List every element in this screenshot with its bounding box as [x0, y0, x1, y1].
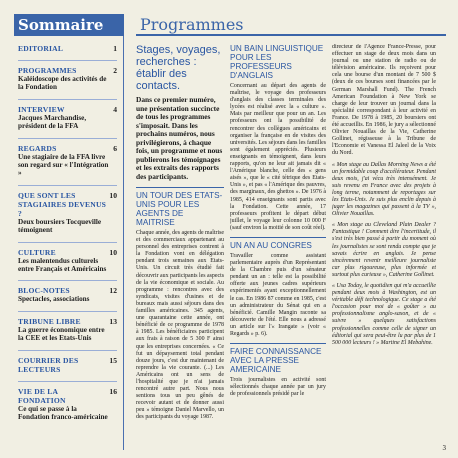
toc-divider	[18, 350, 117, 351]
quote-gollinet: « Mon stage au Cleveland Plain Dealer ? Fantastique ! Comment dire l'incertitude, il s'est très bien passé à partir du moment où les journalistes se sont rendu compte que je savais écrire en anglais. Je pense sincèrement revenir meilleure journaliste car plus rigoureuse, plus informée et surtout plus curieuse », Catherine Gollinet.	[332, 222, 436, 278]
article-4-body: Trois journalistes en activité sont sélectionnés chaque année par un jury de professionnels présidé par le	[230, 377, 326, 398]
programmes-header	[136, 14, 446, 36]
toc-entry[interactable]	[18, 99, 117, 131]
programmes-title: Programmes	[140, 15, 244, 34]
toc-entry-page: 15	[109, 355, 117, 365]
column-3-body: directeur de l'Agence France-Presse, pour effectuer un stage de deux mois dans un journal ou une station de radio ou de télévision américaine. Ils reçoivent pour cela une bourse d'un montant de 7 500 $ (deux de ces bourses sont financées par le German Marshall Fund). The French American Foundation à New York se charge de leur trouver un journal dans la spécialité correspondant à leur activité en France. De 1978 à 1985, 20 boursiers ont été accueillis. En 1986, le jury a sélectionné Olivier Nouaillas de la Vie, Catherine Gollinet, régisseuse à la Tribune de l'Economie et Vanessa El Jaleel de la Voix du Nord.	[332, 44, 436, 157]
toc-entry-page: 13	[109, 316, 117, 326]
toc-entry-description: Ce qui se passe à la Fondation franco-américaine	[18, 404, 108, 422]
column-1	[136, 44, 224, 444]
toc-divider	[18, 185, 117, 186]
page-number: 3	[442, 444, 446, 452]
column-2	[230, 44, 326, 444]
toc-entry-title: EDITORIAL	[18, 44, 64, 53]
toc-entry-description: Jacques Marchandise, président de la FFA	[18, 113, 87, 131]
toc-entry-title: BLOC-NOTES	[18, 286, 70, 296]
toc-divider	[18, 60, 117, 61]
toc-entry-title: QUE SONT LES STAGIAIRES DEVENUS ?	[18, 190, 107, 218]
toc-entry-description: Les malentendus culturels entre Français et Américains	[18, 256, 107, 274]
toc-divider	[18, 311, 117, 312]
toc-entry[interactable]	[18, 185, 117, 235]
toc-divider	[18, 381, 117, 382]
article-1-body: Chaque année, des agents de maîtrise et des commerciaux appartenant au personnel des entreprises contrent à la Fondation vont en délégation pendant trois semaines aux Etats-Unis. Un circuit très étudié fait découvrir aux participants les aspects de la vie économique et sociale. Au programme : rencontres avec des syndicats, visites d'usines et de bureaux mais aussi séjours dans des familles américaines. 345 agents, une quarantaine cette année, ont bénéficié de ce programme de 1978 à 1985. Les bénéficiaires participent aux frais à raison de 5 300 F ainsi que les entreprises concernées. « Ce fut un dépaysement total pendant douze jours, c'est dur maintenant de reprendre la vie courante. (...) Les Américains ont un sens de l'hospitalité que je n'ai jamais rencontré autre part. Nous nous sentions tous un peu gênés de recevoir autant et de donner aussi peu » témoigne Daniel Marvello, un des participants du voyage 1987.	[136, 230, 224, 421]
divider	[230, 237, 326, 238]
toc-entry-title: VIE DE LA FONDATION	[18, 386, 66, 405]
toc-entry-page: 2	[113, 66, 117, 75]
toc-divider	[18, 99, 117, 100]
toc-entry-title: INTERVIEW	[18, 104, 65, 114]
toc-divider	[18, 280, 117, 281]
lead-headline: Stages, voyages, recherches : établir des contacts.	[136, 44, 221, 92]
sommaire-title: Sommaire	[18, 16, 104, 34]
toc-entry-page: 6	[113, 143, 117, 153]
toc-entry-description: Kaléidoscope des activités de la Fondation	[18, 75, 107, 92]
toc-entry-title: REGARDS	[18, 143, 57, 153]
divider	[136, 187, 224, 188]
toc-entry[interactable]	[18, 280, 117, 303]
article-2-body: Concernant au départ des agents de maîtrise, le voyage des professeurs d'anglais des classes terminales des lycées est réalisé avec la « culture ». Mais par meilleur que pour un an. Les professeurs ont la possibilité de rencontrer des collègues américains et organiser la française en de visites des universités. Les séjours dans les familles sont également appréciés. Plusieurs enseignants en témoignent, dans leurs rapports, qu'on ne leur ait jamais dit « l'Amérique blanche, celle des « gens aisés », que le « cité tétrique des Etats-Unis », et pas « l'Amérique des pauvres, des marginaux, des ghettos ». De 1976 à 1985, 414 enseignants sont partis avec la Fondation. Cette année, 17 professeurs profitent le départ début juillet, le voyage leur colonne 10 000 F (sauf environ la moitié de son coût réel).	[230, 83, 326, 231]
toc-entry-page: 10	[109, 247, 117, 257]
quote-nouaillas: « Mon stage au Dallas Morning News a été un formidable coup d'accélérateur. Pendant deux mois, j'ai vécu très intensément. Je suis revenu en France avec des projets à long terme, notamment de reportages sur les Etats-Unis. Je suis plus enclin depuis à juger les magazines qui passent à la TV », Olivier Nouaillas.	[332, 161, 436, 218]
table-of-contents	[14, 36, 124, 450]
divider	[230, 343, 326, 344]
toc-entry-title: PROGRAMMES	[18, 66, 77, 75]
quote-el-mebahine: « Usa Today, le quotidien qui m'a accueillie pendant deux mois à Washington, est un véritable défi technologique. Ce stage a été l'occasion pour moi de « goûter » au professionnalisme anglo-saxon, et de « suivre » quelques satisfactions professionnelles comme celle de signer un éditorial qui sera peut-être lu par plus de 1 500 000 lecteurs ! » Martine El Mebahine.	[332, 283, 436, 346]
article-3-title: UN AN AU CONGRES	[230, 240, 312, 250]
toc-entry[interactable]	[18, 242, 117, 274]
toc-entry-title: COURRIER DES LECTEURS	[18, 355, 79, 374]
toc-entry[interactable]	[18, 60, 117, 92]
toc-divider	[18, 138, 117, 139]
toc-entry-page: 12	[109, 286, 117, 296]
sommaire-header	[14, 14, 124, 36]
toc-entry-page: 16	[109, 386, 117, 396]
article-4-title: FAIRE CONNAISSANCE AVEC LA PRESSE AMERICAINE	[230, 347, 322, 375]
article-1-title: UN TOUR DES ETATS-UNIS POUR LES AGENTS DE MAITRISE	[136, 191, 223, 227]
toc-entry-page: 10	[109, 190, 117, 200]
toc-entry[interactable]	[18, 44, 117, 53]
toc-entry[interactable]	[18, 311, 117, 343]
toc-entry-title: TRIBUNE LIBRE	[18, 316, 81, 326]
article-3-body: Travailler comme assistant parlementaire auprès d'un Représentant de la Chambre puis d'un sénateur pendant un an : telle est la possibilité offerte aux jeunes cadres supérieurs expérimentés ayant exceptionnellement le cas. En 1986 87 comme en 1985, c'est un administrateur du Sénat qui en a bénéficié. Camille Mangin raconte sa découverte de l'été. Elle nous a adressé un article sur l'« Irangate » (voir « Regards » p. 6).	[230, 252, 326, 337]
lead-intro: Dans ce premier numéro, une présentation succincte de tous les programmes s'imposait. Dans les prochains numéros, nous privilégierons, à chaque fois, un programme et nous publierons les témoignages et les extraits des rapports des participants.	[136, 95, 223, 181]
toc-divider	[18, 242, 117, 243]
toc-entry-description: La guerre économique entre la CEE et les Etats-Unis	[18, 325, 105, 343]
article-2-title: UN BAIN LINGUISTIQUE POUR LES PROFESSEURS D'ANGLAIS	[230, 44, 324, 80]
toc-entry-description: Une stagiaire de la FFA livre son regard sur « l'Intégration »	[18, 152, 109, 178]
toc-entry-title: CULTURE	[18, 247, 56, 257]
toc-entry-page: 4	[113, 104, 117, 114]
toc-entry-description: Deux boursiers Tocqueville témoignent	[18, 217, 102, 235]
toc-entry[interactable]	[18, 138, 117, 178]
toc-entry[interactable]	[18, 350, 117, 374]
toc-entry-description: Spectacles, associations	[18, 295, 90, 304]
toc-entry-page: 1	[113, 44, 117, 53]
toc-entry[interactable]	[18, 381, 117, 422]
column-3	[332, 44, 436, 444]
